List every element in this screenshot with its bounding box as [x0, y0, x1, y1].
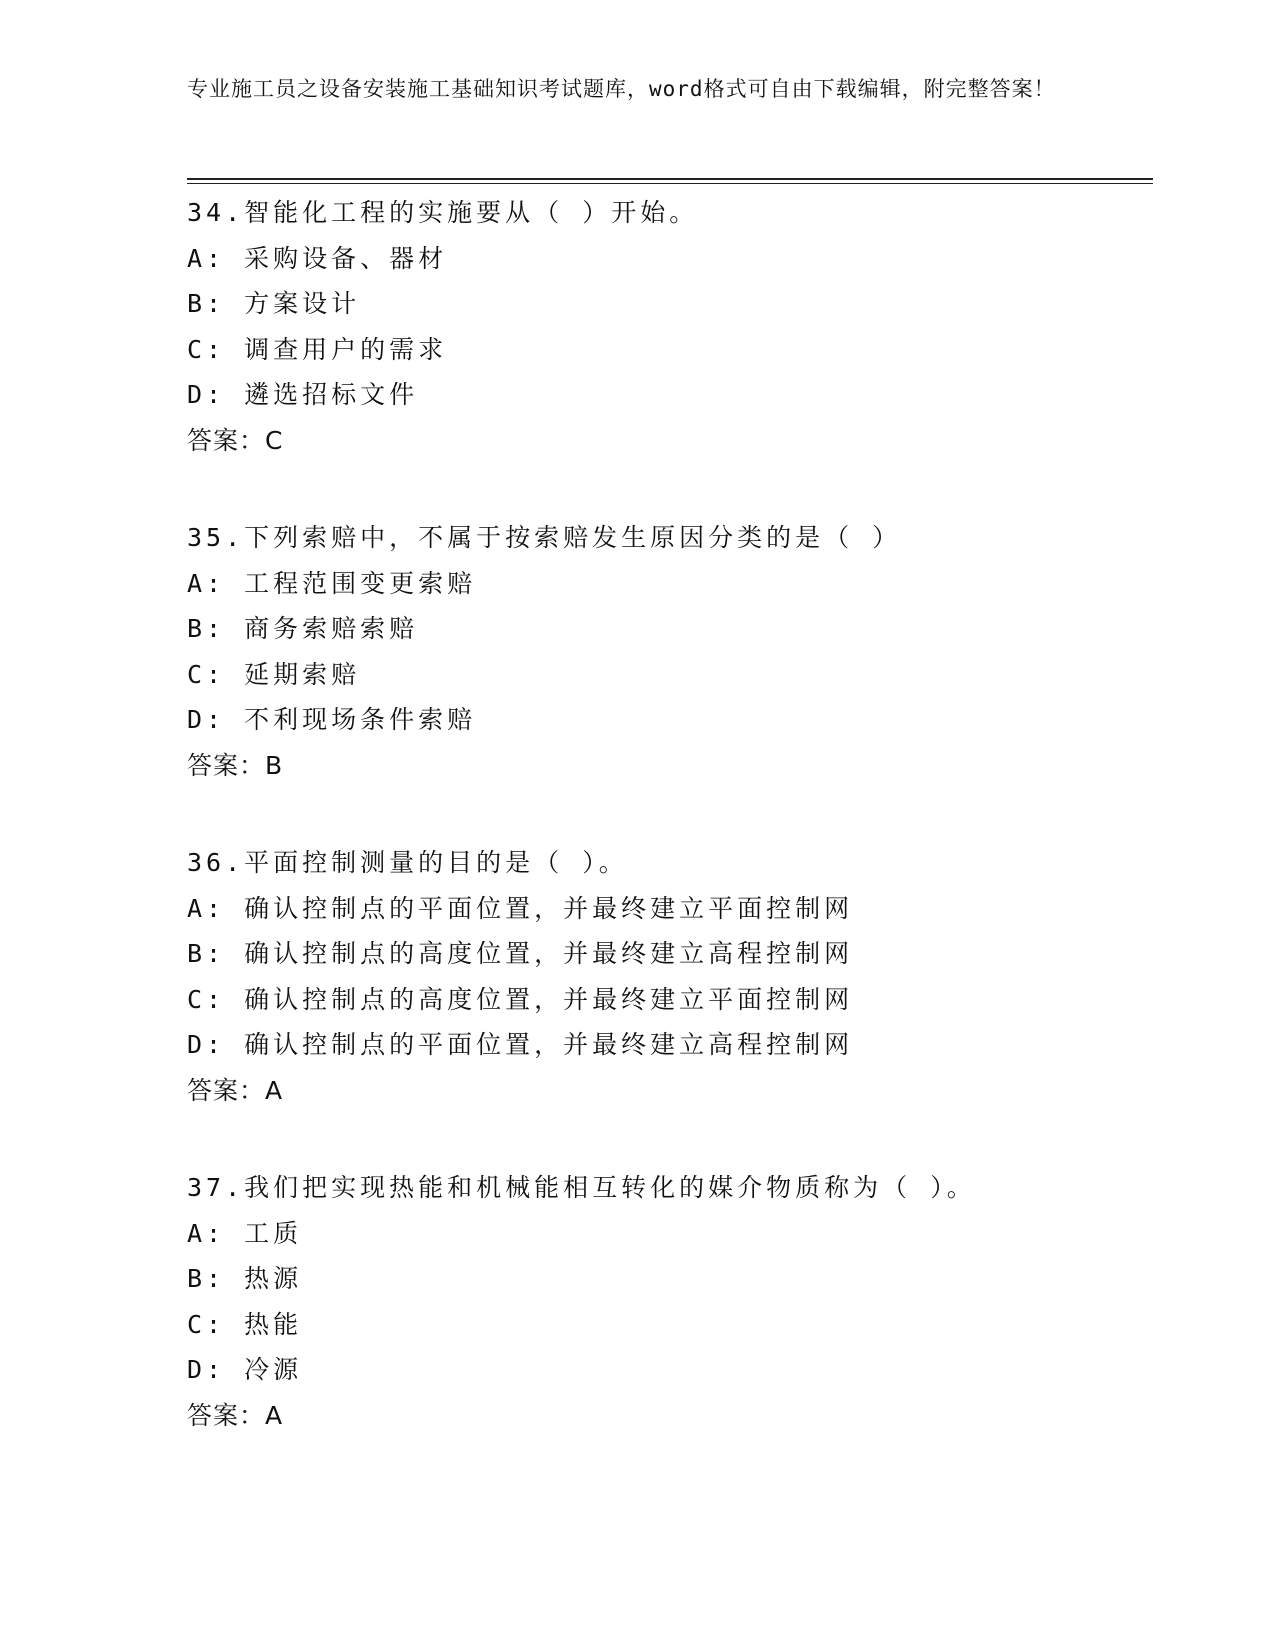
option-a: A: 确认控制点的平面位置，并最终建立平面控制网: [187, 893, 854, 923]
option-b: B: 热源: [187, 1264, 303, 1293]
question-35: [187, 515, 1147, 788]
option-d: D: 确认控制点的平面位置，并最终建立高程控制网: [187, 1030, 854, 1059]
question-list: [187, 190, 1147, 1490]
option-a: A: 工质: [187, 1218, 303, 1248]
answer-line: 答案：B: [187, 750, 284, 780]
question-36: [187, 840, 1147, 1113]
document-header: 专业施工员之设备安装施工基础知识考试题库，word格式可自由下载编辑，附完整答案！: [187, 77, 1056, 101]
question-stem: 35.下列索赔中，不属于按索赔发生原因分类的是（ ）: [187, 523, 902, 552]
option-a: A: 采购设备、器材: [187, 243, 448, 273]
header-rule-thin: [187, 183, 1153, 184]
option-d: D: 不利现场条件索赔: [187, 705, 477, 734]
question-37: [187, 1165, 1147, 1438]
option-c: C: 调查用户的需求: [187, 334, 448, 364]
option-b: B: 商务索赔索赔: [187, 614, 419, 643]
question-stem: 34.智能化工程的实施要从（ ）开始。: [187, 198, 699, 227]
question-34: [187, 190, 1147, 463]
question-stem: 36.平面控制测量的目的是（ ）。: [187, 848, 628, 877]
question-stem: 37.我们把实现热能和机械能相互转化的媒介物质称为（ ）。: [187, 1173, 976, 1202]
answer-line: 答案：A: [187, 1400, 284, 1430]
option-d: D: 冷源: [187, 1355, 303, 1384]
option-c: C: 热能: [187, 1309, 303, 1339]
header-rule-thick: [187, 178, 1153, 180]
answer-line: 答案：A: [187, 1075, 284, 1105]
option-c: C: 确认控制点的高度位置，并最终建立平面控制网: [187, 984, 854, 1014]
option-a: A: 工程范围变更索赔: [187, 568, 477, 598]
answer-line: 答案：C: [187, 425, 284, 455]
option-b: B: 确认控制点的高度位置，并最终建立高程控制网: [187, 939, 854, 968]
option-b: B: 方案设计: [187, 289, 361, 318]
option-c: C: 延期索赔: [187, 659, 361, 689]
option-d: D: 遴选招标文件: [187, 380, 419, 409]
